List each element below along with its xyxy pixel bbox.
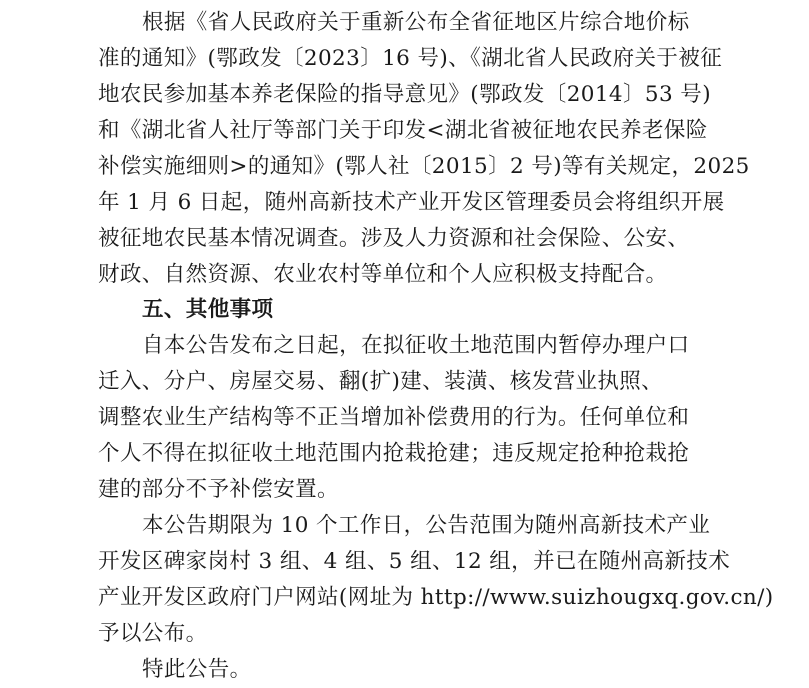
paragraph-line: 予以公布。	[98, 621, 208, 646]
closing-line: 特此公告。	[142, 657, 252, 682]
paragraph-line: 地农民参加基本养老保险的指导意见》(鄂政发〔2014〕53 号)	[98, 82, 711, 107]
paragraph-line: 被征地农民基本情况调查。涉及人力资源和社会保险、公安、	[98, 226, 690, 251]
paragraph-line: 财政、自然资源、农业农村等单位和个人应积极支持配合。	[98, 262, 668, 287]
paragraph-line: 产业开发区政府门户网站(网址为 http://www.suizhougxq.gov.cn/)	[98, 585, 774, 610]
paragraph-line: 调整农业生产结构等不正当增加补偿费用的行为。任何单位和	[98, 405, 690, 430]
paragraph-line: 本公告期限为 10 个工作日，公告范围为随州高新技术产业	[142, 513, 711, 538]
paragraph-line: 建的部分不予补偿安置。	[98, 477, 339, 502]
paragraph-line: 开发区碑家岗村 3 组、4 组、5 组、12 组，并已在随州高新技术	[98, 549, 731, 574]
paragraph-line: 补偿实施细则>的通知》(鄂人社〔2015〕2 号)等有关规定，2025	[98, 154, 750, 179]
paragraph-line: 根据《省人民政府关于重新公布全省征地区片综合地价标	[142, 10, 690, 35]
paragraph-line: 迁入、分户、房屋交易、翻(扩)建、装潢、核发营业执照、	[98, 369, 664, 394]
paragraph-line: 年 1 月 6 日起，随州高新技术产业开发区管理委员会将组织开展	[98, 190, 725, 215]
section-heading: 五、其他事项	[142, 297, 274, 322]
paragraph-line: 和《湖北省人社厅等部门关于印发<湖北省被征地农民养老保险	[98, 118, 708, 143]
paragraph-line: 个人不得在拟征收土地范围内抢栽抢建；违反规定抢种抢栽抢	[98, 441, 690, 466]
paragraph-line: 自本公告发布之日起，在拟征收土地范围内暂停办理户口	[142, 333, 690, 358]
paragraph-line: 准的通知》(鄂政发〔2023〕16 号)、《湖北省人民政府关于被征	[98, 46, 723, 71]
